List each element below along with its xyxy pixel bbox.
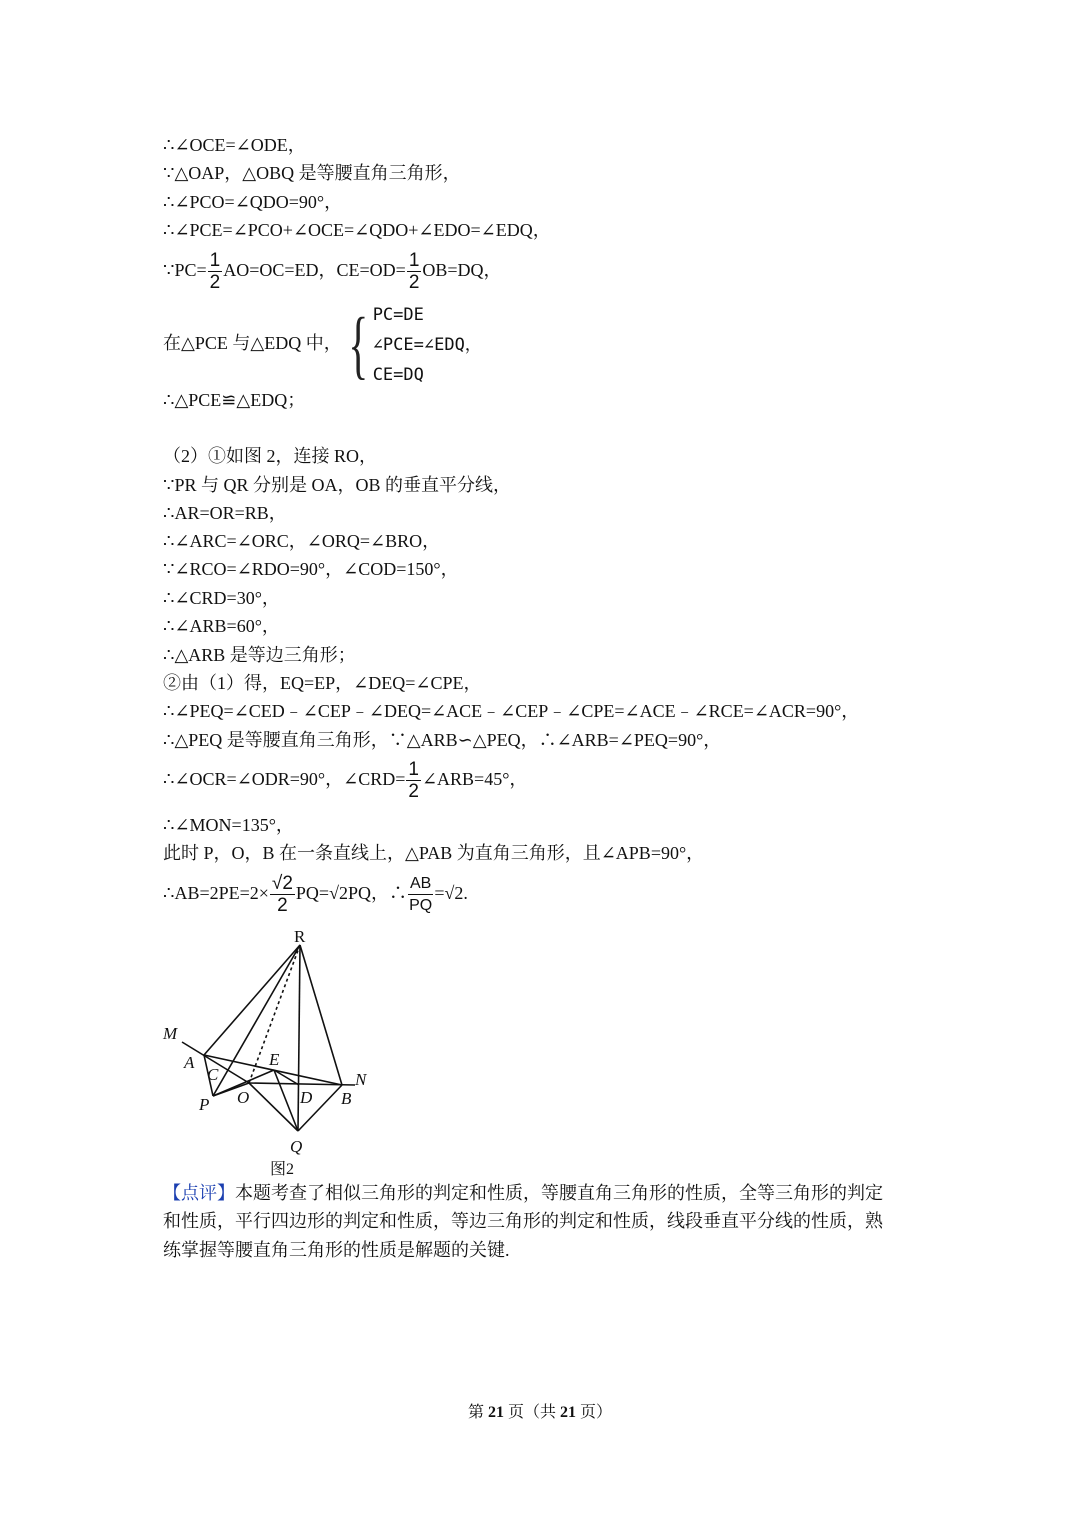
footer-text: 页（共 xyxy=(507,1404,556,1421)
label-Q: Q xyxy=(290,1137,303,1156)
proof-line: 此时 P，O，B 在一条直线上，△PAB 为直角三角形，且∠APB=90°， xyxy=(163,843,705,863)
text: ∴AB=2PE=2× xyxy=(163,883,269,903)
numerator: √2 xyxy=(271,873,293,895)
proof-line: ②由（1）得，EQ=EP，∠DEQ=∠CPE， xyxy=(163,673,482,693)
proof-line: ∴∠PCO=∠QDO=90°， xyxy=(163,192,343,212)
text: =√2. xyxy=(434,883,468,903)
numerator: AB xyxy=(408,873,433,895)
label-D: D xyxy=(300,1088,313,1107)
comment-tag: 【点评】 xyxy=(163,1183,235,1203)
proof-line: ∵PR 与 QR 分别是 OA，OB 的垂直平分线， xyxy=(163,475,511,495)
label-E: E xyxy=(269,1050,280,1069)
label-R: R xyxy=(294,927,306,946)
system-row: PC=DE xyxy=(372,304,424,325)
proof-line: ∴∠PEQ=∠CED﹣∠CEP﹣∠DEQ=∠ACE﹣∠CEP﹣∠CPE=∠ACE﹣∠RCE=∠ACR=90°， xyxy=(163,701,860,721)
line-RA xyxy=(204,945,300,1055)
line-EQ xyxy=(274,1070,298,1131)
label-N: N xyxy=(355,1070,367,1089)
numerator: 1 xyxy=(209,250,221,272)
proof-line: ∴△ARB 是等边三角形； xyxy=(163,645,356,665)
proof-line: ∵∠RCO=∠RDO=90°，∠COD=150°， xyxy=(163,559,459,579)
text: AO=OC=ED，CE=OD= xyxy=(223,260,406,280)
page-total: 21 xyxy=(560,1404,576,1421)
denominator: PQ xyxy=(409,897,433,915)
denominator: 2 xyxy=(277,895,288,917)
text: ∠ARB=45°， xyxy=(421,769,528,789)
proof-line: ∴∠CRD=30°， xyxy=(163,588,280,608)
proof-line: （2）①如图 2，连接 RO， xyxy=(163,446,378,466)
proof-line: ∴∠ARB=60°， xyxy=(163,616,280,636)
system-row: CE=DQ xyxy=(372,364,424,385)
page-number: 21 xyxy=(487,1404,504,1421)
comment-line: 练掌握等腰直角三角形的性质是解题的关键. xyxy=(163,1240,510,1260)
text: 在△PCE 与△EDQ 中， xyxy=(163,333,342,353)
numerator: 1 xyxy=(408,759,419,781)
label-B: B xyxy=(341,1089,352,1108)
text: OB=DQ， xyxy=(422,260,502,280)
denominator: 2 xyxy=(408,272,420,294)
text: ∵PC= xyxy=(163,260,207,280)
figure-caption: 图2 xyxy=(270,1161,295,1178)
label-M: M xyxy=(163,1024,178,1043)
comment-line: 和性质，平行四边形的判定和性质，等边三角形的判定和性质，线段垂直平分线的性质，熟 xyxy=(163,1211,883,1231)
text: PQ=√2PQ，∴ xyxy=(295,883,407,903)
comment-text: 本题考查了相似三角形的判定和性质，等腰直角三角形的性质，全等三角形的判定 xyxy=(235,1183,883,1203)
proof-line: ∴△PCE≌△EDQ； xyxy=(163,390,306,410)
line-RB xyxy=(300,945,342,1085)
proof-line: ∵△OAP，△OBQ 是等腰直角三角形， xyxy=(163,163,461,183)
denominator: 2 xyxy=(209,272,221,294)
brace-icon: { xyxy=(348,302,369,387)
numerator: 1 xyxy=(408,250,420,272)
label-C: C xyxy=(207,1065,219,1084)
label-O: O xyxy=(237,1088,250,1107)
denominator: 2 xyxy=(408,781,419,803)
proof-line: ∴∠OCE=∠ODE， xyxy=(163,135,306,155)
system-row: ∠PCE=∠EDQ， xyxy=(372,334,482,355)
label-A: A xyxy=(184,1053,195,1072)
line-OQ xyxy=(249,1083,298,1131)
comment-line xyxy=(163,1182,883,1204)
proof-line: ∴△PEQ 是等腰直角三角形，∵△ARB∽△PEQ，∴∠ARB=∠PEQ=90°， xyxy=(163,730,722,750)
page-footer xyxy=(0,1399,1080,1422)
proof-line: ∴∠ARC=∠ORC，∠ORQ=∠BRO， xyxy=(163,531,441,551)
text: ∴∠OCR=∠ODR=90°，∠CRD= xyxy=(163,769,406,789)
footer-text: 页） xyxy=(580,1404,613,1421)
footer-text: 第 xyxy=(467,1404,484,1421)
proof-line: ∴∠MON=135°， xyxy=(163,815,294,835)
proof-line: ∴AR=OR=RB， xyxy=(163,503,287,523)
label-P: P xyxy=(199,1095,210,1114)
proof-line: ∴∠PCE=∠PCO+∠OCE=∠QDO+∠EDO=∠EDQ， xyxy=(163,220,551,240)
